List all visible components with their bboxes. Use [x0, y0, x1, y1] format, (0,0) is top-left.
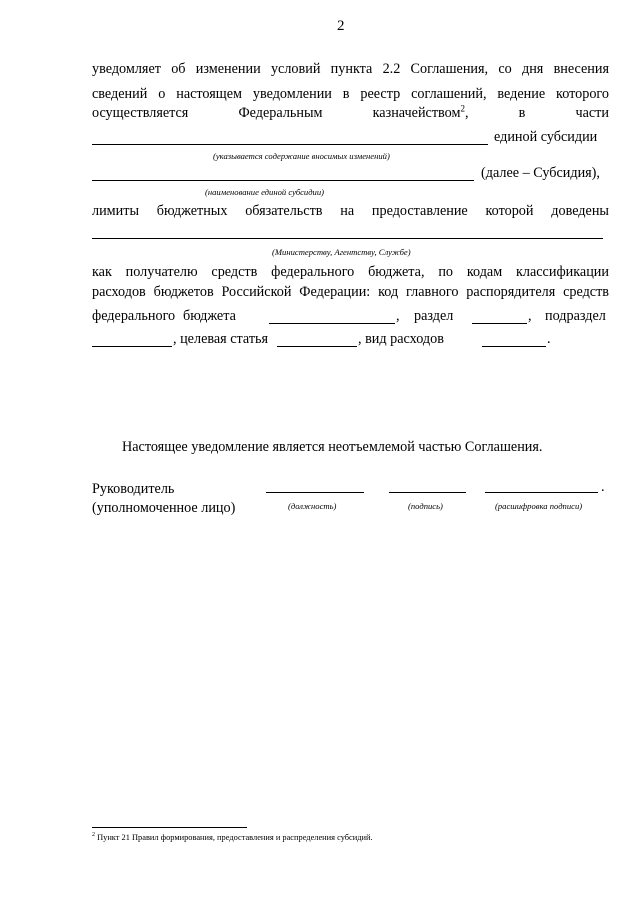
- blank-decoding: [485, 492, 598, 493]
- blank-subsidy-name: [92, 180, 474, 181]
- body-line-10-part-2: , вид расходов: [358, 331, 444, 347]
- body-line-10-part-3: .: [547, 331, 551, 347]
- caption-subsidy-name: (наименование единой субсидии): [205, 187, 325, 197]
- body-line-9-word-2: бюджета: [183, 308, 236, 324]
- footnote: [92, 834, 373, 842]
- blank-ministry: [92, 238, 603, 239]
- body-line-1: уведомляет об изменении условий пункта 2.2 Соглашения, со дня внесения: [92, 61, 609, 77]
- footnote-text: Пункт 21 Правил формирования, предоставления и распределения субсидий.: [97, 833, 373, 842]
- body-line-4-tail: единой субсидии: [494, 129, 598, 145]
- word: предоставление: [371, 203, 468, 219]
- blank-signature: [389, 492, 466, 493]
- body-line-6: [92, 204, 609, 218]
- footnote-separator: [92, 827, 247, 828]
- caption-ministry: (Министерству, Агентству, Службе): [272, 247, 411, 257]
- word: Федеральным: [238, 105, 323, 121]
- caption-decoding: (расшифровка подписи): [495, 501, 583, 511]
- blank-target-item: [277, 346, 357, 347]
- footnote-ref: 2: [460, 103, 465, 114]
- body-line-9-comma-1: ,: [396, 308, 400, 324]
- body-line-8: расходов бюджетов Российской Федерации: код главного распорядителя средств: [92, 284, 609, 300]
- word: доведены: [551, 203, 609, 219]
- word: лимиты: [92, 203, 139, 219]
- blank-gr-code: [269, 323, 395, 324]
- statement: Настоящее уведомление является неотъемлемой частью Соглашения.: [122, 439, 543, 455]
- word-with-footnote: казначейством$^2$,: [372, 103, 469, 121]
- page-number: 2: [337, 18, 345, 34]
- word: в: [518, 105, 526, 121]
- signature-label-1: Руководитель: [92, 481, 175, 497]
- body-line-3: [92, 103, 609, 121]
- word: обязательств: [245, 203, 323, 219]
- footnote-number: 2: [92, 832, 95, 839]
- word: осуществляется: [92, 105, 189, 121]
- body-line-2: сведений о настоящем уведомлении в реестр соглашений, ведение которого: [92, 86, 609, 102]
- body-line-10-part-1: , целевая статья: [173, 331, 269, 347]
- body-line-9-word-1: федерального: [92, 308, 176, 324]
- signature-label-2: (уполномоченное лицо): [92, 500, 236, 516]
- body-line-9-word-3: раздел: [414, 308, 454, 324]
- blank-section: [472, 323, 527, 324]
- caption-signature: (подпись): [408, 501, 443, 511]
- word: части: [575, 105, 609, 121]
- word: на: [340, 203, 355, 219]
- word: бюджетных: [156, 203, 228, 219]
- body-line-9-comma-2: ,: [528, 308, 532, 324]
- body-line-9-word-4: подраздел: [545, 308, 606, 324]
- blank-position: [266, 492, 364, 493]
- blank-subsection: [92, 346, 172, 347]
- caption-changes: (указывается содержание вносимых изменений): [213, 151, 390, 161]
- caption-position: (должность): [288, 501, 337, 511]
- blank-expense-type: [482, 346, 546, 347]
- word: которой: [485, 203, 534, 219]
- body-line-5-tail: (далее – Субсидия),: [481, 165, 600, 181]
- blank-changes: [92, 144, 488, 145]
- body-line-7: как получателю средств федерального бюджета, по кодам классификации: [92, 264, 609, 280]
- signature-end-mark: .: [601, 479, 605, 495]
